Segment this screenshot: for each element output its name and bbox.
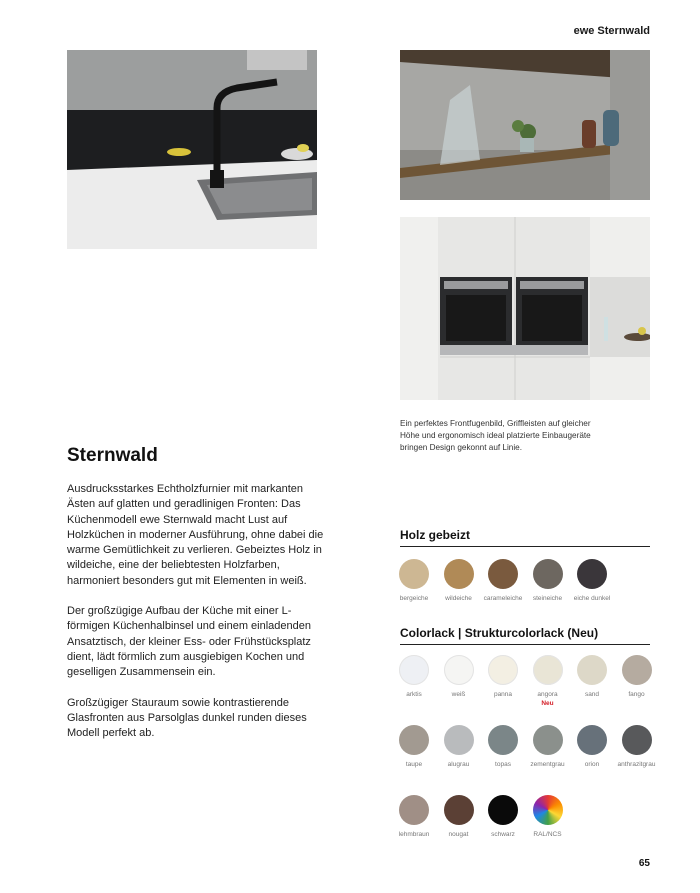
kitchen-sink-photo (67, 50, 317, 249)
color-swatch (533, 795, 563, 825)
color-swatch (444, 559, 474, 589)
color-swatch (399, 559, 429, 589)
color-swatch (533, 655, 563, 685)
color-swatch (577, 559, 607, 589)
swatch-label: panna (493, 691, 513, 698)
color-swatch (488, 559, 518, 589)
color-swatch (444, 795, 474, 825)
color-swatch (488, 655, 518, 685)
swatch-label: steineiche (532, 595, 563, 602)
page-number: 65 (638, 858, 650, 869)
color-swatch (533, 559, 563, 589)
color-swatch (444, 725, 474, 755)
swatch-label: RAL/NCS (533, 831, 562, 838)
new-badge: Neu (541, 700, 554, 707)
color-swatch (577, 655, 607, 685)
swatch-label: weiß (451, 691, 466, 698)
color-swatch (399, 655, 429, 685)
built-in-ovens-photo (400, 217, 650, 400)
holz-section-title: Holz gebeizt (400, 528, 650, 547)
color-swatch (399, 725, 429, 755)
swatch-label: nougat (448, 831, 469, 838)
page-title: Sternwald (67, 445, 158, 466)
color-swatch (444, 655, 474, 685)
swatch-label: sand (584, 691, 600, 698)
body-paragraph: Großzügiger Stauraum sowie kontrastierende Glasfronten aus Parsolglas dunkel runden dieses Modell perfekt ab. (67, 696, 307, 740)
swatch-label: zementgrau (530, 761, 565, 768)
color-swatch (577, 725, 607, 755)
swatch-label: eiche dunkel (573, 595, 611, 602)
swatch-label: bergeiche (399, 595, 429, 602)
color-swatch (488, 725, 518, 755)
color-swatch (533, 725, 563, 755)
swatch-label: taupe (405, 761, 423, 768)
color-swatch (622, 655, 652, 685)
shelf-decor-photo (400, 50, 650, 200)
swatch-label: angora (537, 691, 558, 698)
color-swatch (622, 725, 652, 755)
swatch-label: carameleiche (483, 595, 523, 602)
swatch-label: topas (495, 761, 511, 768)
colorlack-section-title: Colorlack | Strukturcolorlack (Neu) (400, 626, 650, 645)
swatch-label: anthrazitgrau (617, 761, 656, 768)
swatch-label: schwarz (491, 831, 515, 838)
swatch-label: orion (584, 761, 600, 768)
color-swatch (488, 795, 518, 825)
body-paragraph: Ausdrucksstarkes Echtholzfurnier mit markanten Ästen auf glatten und geradlinigen Fronten: Das Küchenmodell ewe Sternwald macht Lust auf Holzküchen in moderner Ausführung, ohne dabei die warme Gemütlichkeit zu verlieren. Gebeiztes Holz in wildeiche, eine der beliebtesten Holzfarben, harmoniert besonders gut mit Elementen in weiß. (67, 483, 324, 587)
color-swatch (399, 795, 429, 825)
swatch-label: lehmbraun (398, 831, 430, 838)
swatch-label: alugrau (447, 761, 470, 768)
swatch-label: fango (628, 691, 645, 698)
header-title: ewe Sternwald (573, 25, 650, 37)
photo-caption: Ein perfektes Frontfugenbild, Griffleisten auf gleicher Höhe und ergonomisch ideal platzierte Einbaugeräte bringen Design gekonnt auf Linie. (400, 419, 591, 452)
body-text (67, 482, 332, 756)
swatch-label: arktis (406, 691, 422, 698)
body-paragraph: Der großzügige Aufbau der Küche mit einer L-förmigen Küchenhalbinsel und einem einladenden Ansatztisch, der kleiner Ess- oder Frühstücksplatz dient, lädt förmlich zum ausgiebigen Kochen und geselligen Zusammensein ein. (67, 605, 312, 679)
swatch-label: wildeiche (445, 595, 472, 602)
